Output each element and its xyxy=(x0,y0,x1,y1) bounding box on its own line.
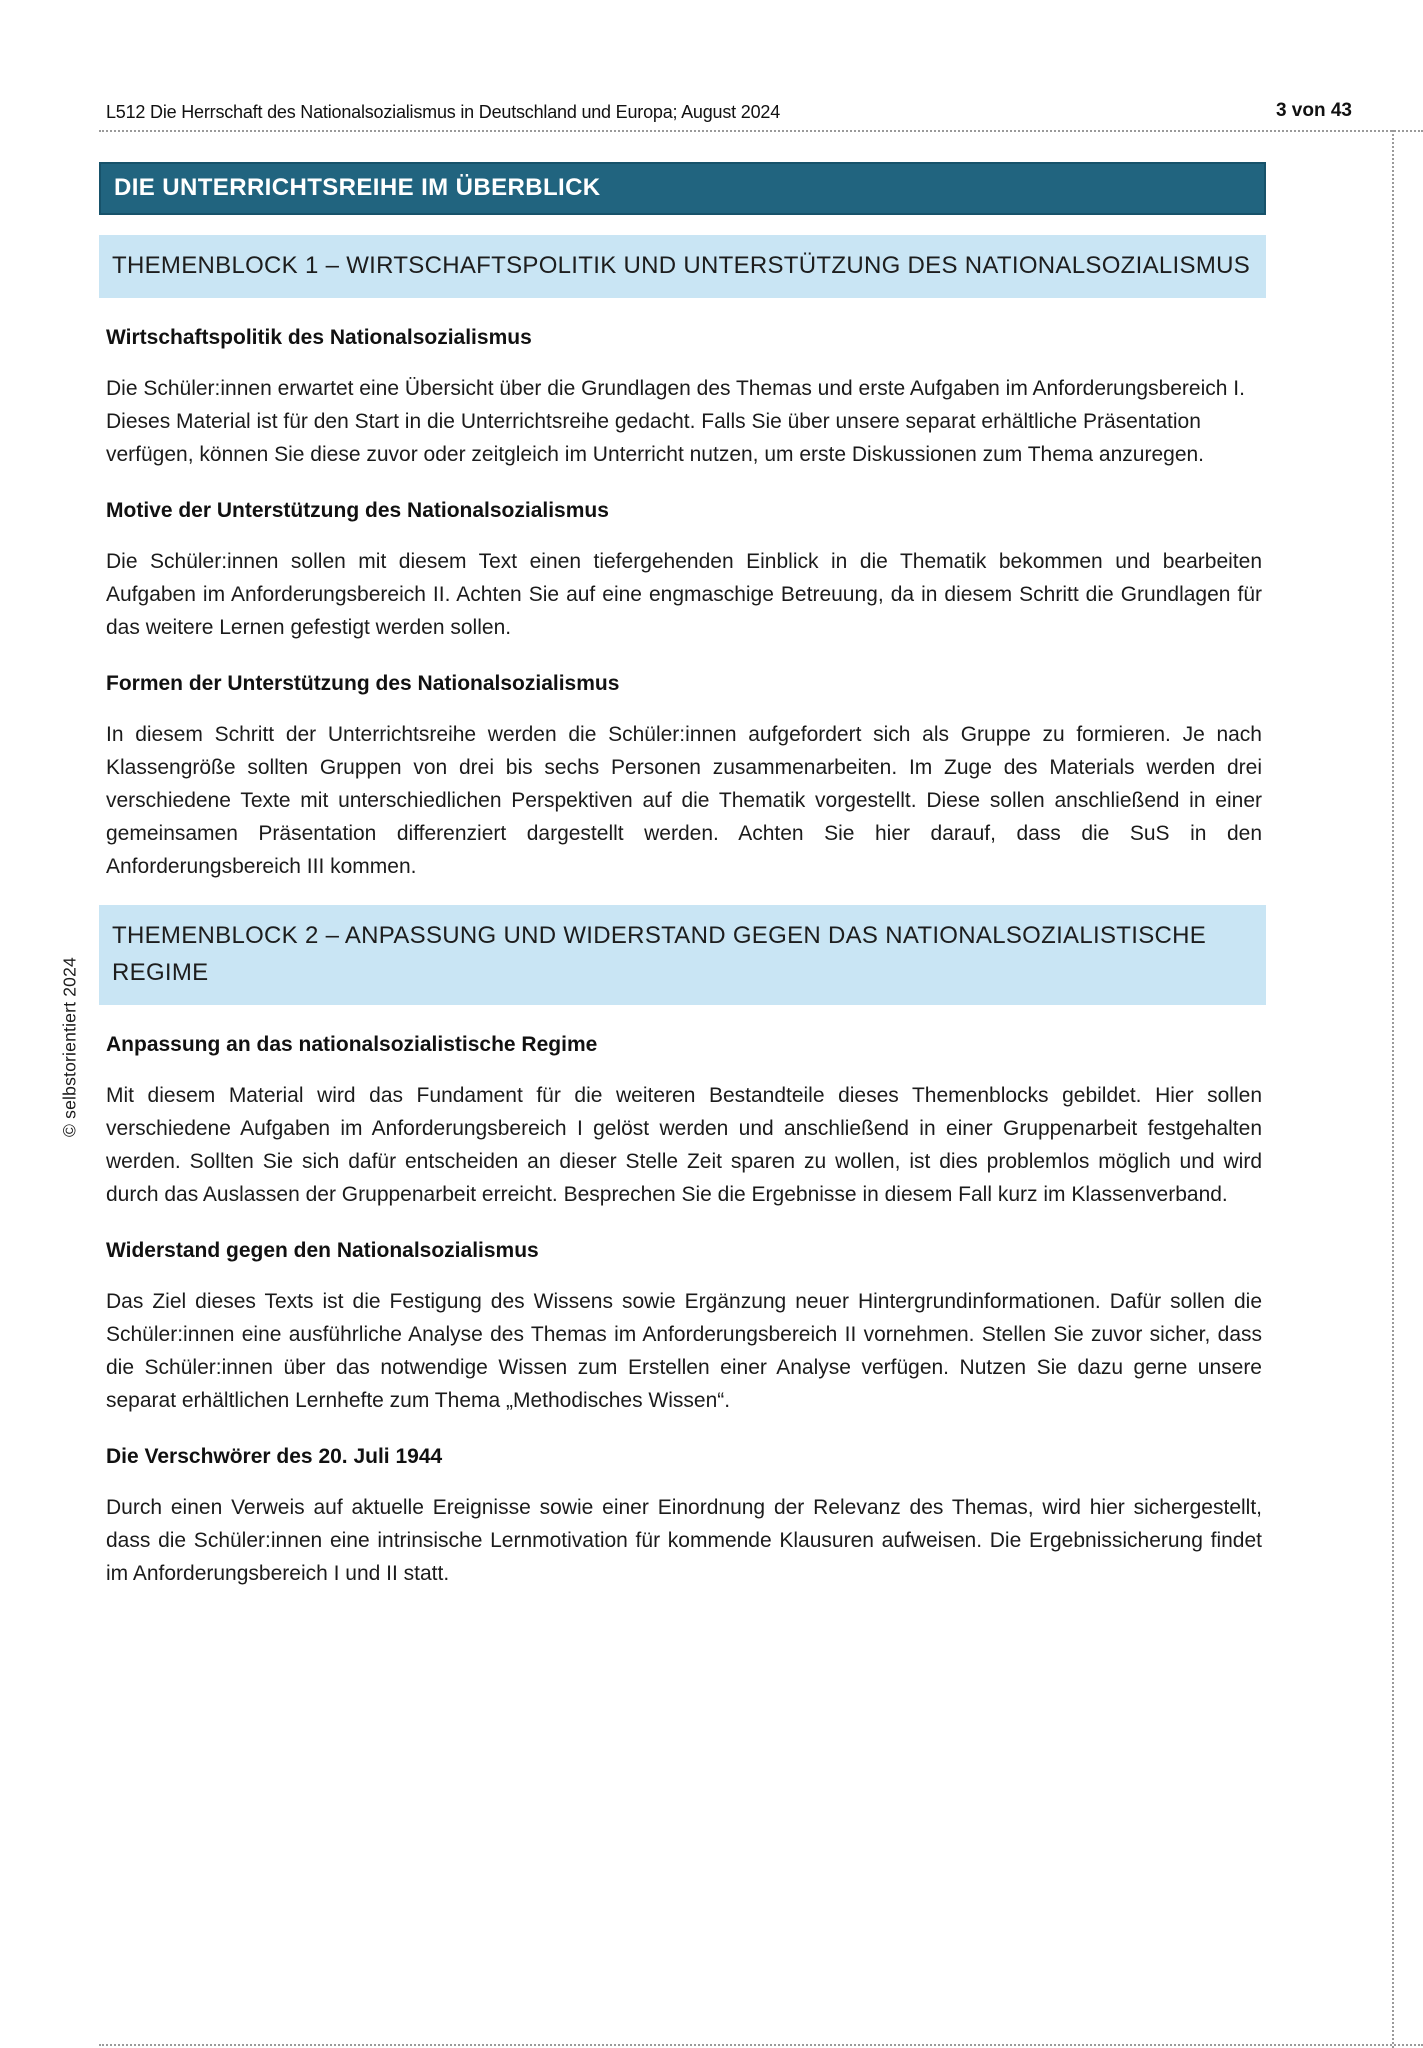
section-heading: Formen der Unterstützung des Nationalsozialismus xyxy=(106,672,620,695)
overview-title-banner: DIE UNTERRICHTSREIHE IM ÜBERBLICK xyxy=(99,162,1266,215)
section-paragraph: Das Ziel dieses Texts ist die Festigung des Wissens sowie Ergänzung neuer Hintergrundinformationen. Dafür sollen die Schüler:innen eine ausführliche Analyse des Themas im Anforderungsbereich II vornehmen. Stellen Sie zuvor sicher, dass die Schüler:innen über das notwendige Wissen zum Erstellen einer Analyse verfügen. Nutzen Sie dazu gerne unsere separat erhältlichen Lernhefte zum Thema „Methodisches Wissen“. xyxy=(106,1290,1262,1412)
section-paragraph: Die Schüler:innen erwartet eine Übersicht über die Grundlagen des Themas und erste Aufgaben im Anforderungsbereich I. Dieses Material ist für den Start in die Unterrichtsreihe gedacht. Falls Sie über unsere separat erhältliche Präsentation verfügen, können Sie diese zuvor oder zeitgleich im Unterricht nutzen, um erste Diskussionen zum Thema anzuregen. xyxy=(106,377,1245,466)
section-heading: Motive der Unterstützung des Nationalsozialismus xyxy=(106,499,609,522)
themenblock-1-banner: THEMENBLOCK 1 – WIRTSCHAFTSPOLITIK UND UNTERSTÜTZUNG DES NATIONALSOZIALISMUS xyxy=(99,235,1266,298)
right-margin-line xyxy=(1392,130,1394,2048)
section-paragraph: Die Schüler:innen sollen mit diesem Text einen tiefergehenden Einblick in die Thematik bekommen und bearbeiten Aufgaben im Anforderungsbereich II. Achten Sie auf eine engmaschige Betreuung, da in diesem Schritt die Grundlagen für das weitere Lernen gefestigt werden sollen. xyxy=(106,550,1262,639)
section-heading: Widerstand gegen den Nationalsozialismus xyxy=(106,1239,539,1262)
section-paragraph: Durch einen Verweis auf aktuelle Ereignisse sowie einer Einordnung der Relevanz des Themas, wird hier sichergestellt, dass die Schüler:innen eine intrinsische Lernmotivation für kommende Klausuren aufweisen. Die Ergebnissicherung findet im Anforderungsbereich I und II statt. xyxy=(106,1496,1262,1585)
header-divider-line xyxy=(99,130,1423,132)
document-header-title: L512 Die Herrschaft des Nationalsozialismus in Deutschland und Europa; August 2024 xyxy=(106,102,781,122)
copyright-vertical-text: © selbstorientiert 2024 xyxy=(59,957,80,1137)
section-heading: Wirtschaftspolitik des Nationalsozialismus xyxy=(106,326,532,349)
themenblock-2-banner: THEMENBLOCK 2 – ANPASSUNG UND WIDERSTAND GEGEN DAS NATIONALSOZIALISTISCHE REGIME xyxy=(99,905,1266,1005)
bottom-margin-line xyxy=(99,2044,1423,2046)
section-heading: Anpassung an das nationalsozialistische Regime xyxy=(106,1033,598,1056)
document-body xyxy=(106,162,1262,1612)
section-paragraph: Mit diesem Material wird das Fundament für die weiteren Bestandteile dieses Themenblocks gebildet. Hier sollen verschiedene Aufgaben im Anforderungsbereich I gelöst werden und anschließend in einer Gruppenarbeit festgehalten werden. Sollten Sie sich dafür entscheiden an dieser Stelle Zeit sparen zu wollen, ist dies problemlos möglich und wird durch das Auslassen der Gruppenarbeit erreicht. Besprechen Sie die Ergebnisse in diesem Fall kurz im Klassenverband. xyxy=(106,1084,1262,1206)
section-heading: Die Verschwörer des 20. Juli 1944 xyxy=(106,1445,443,1468)
section-paragraph: In diesem Schritt der Unterrichtsreihe werden die Schüler:innen aufgefordert sich als Gruppe zu formieren. Je nach Klassengröße sollten Gruppen von drei bis sechs Personen zusammenarbeiten. Im Zuge des Materials werden drei verschiedene Texte mit unterschiedlichen Perspektiven auf die Thematik vorgestellt. Diese sollen anschließend in einer gemeinsamen Präsentation differenziert dargestellt werden. Achten Sie hier darauf, dass die SuS in den Anforderungsbereich III kommen. xyxy=(106,723,1262,878)
page-number: 3 von 43 xyxy=(1275,100,1352,121)
